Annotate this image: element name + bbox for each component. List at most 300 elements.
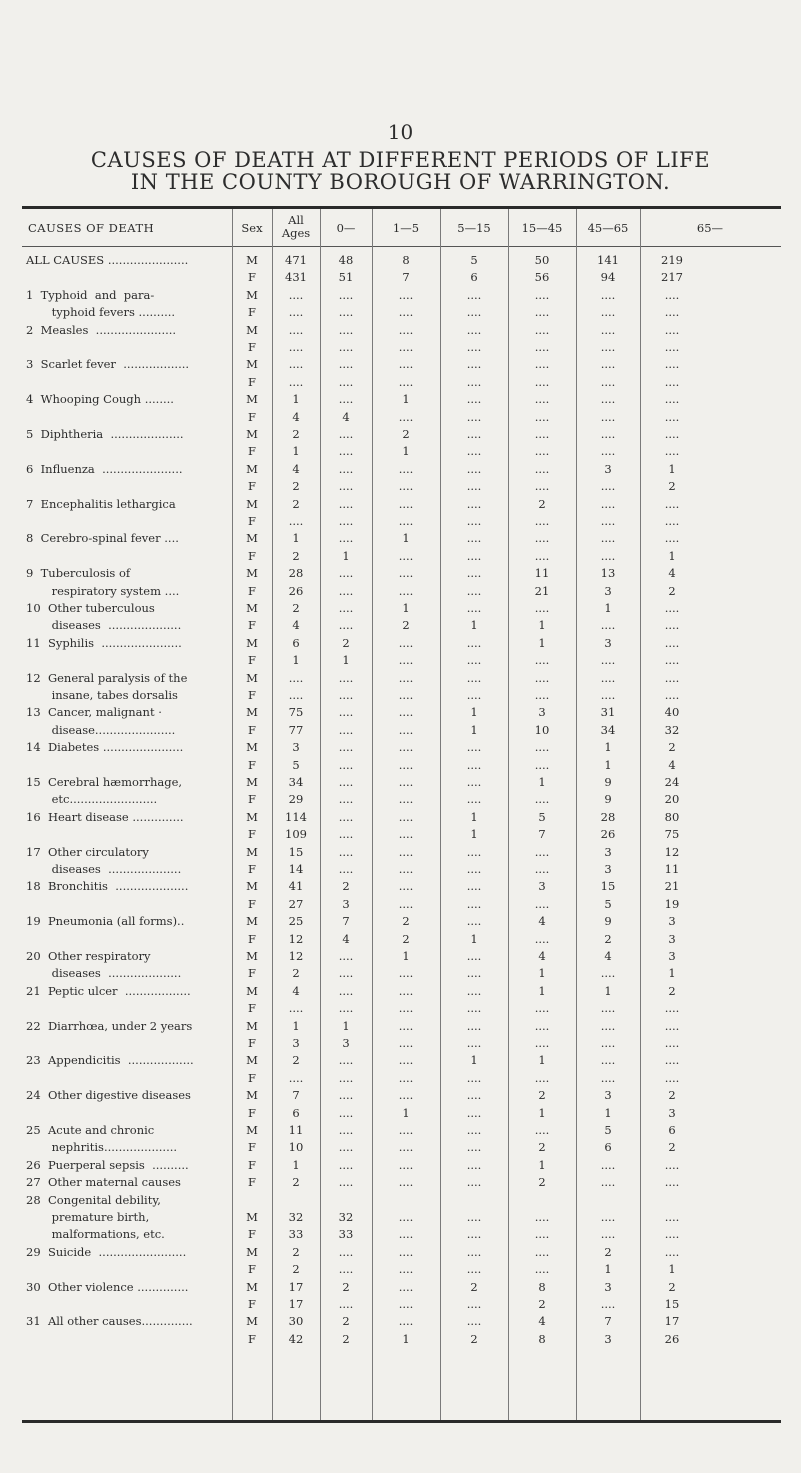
cell-age-45-65: 9 — [604, 792, 612, 807]
cell-age-1-5: 2 — [402, 427, 410, 441]
cell-age-45-65: 3 — [604, 844, 612, 859]
cell-sex: F — [248, 374, 256, 389]
cell-age-1-5: .... — [398, 1001, 414, 1016]
cell-age-45-65: 9 — [604, 775, 612, 789]
cause-label: 3 Scarlet fever .................. — [26, 357, 190, 372]
cell-age-5-15: .... — [466, 1314, 482, 1329]
cell-age-5-15: .... — [466, 548, 482, 563]
header-age-45-65: 45—65 — [587, 221, 629, 235]
header-all-ages: All Ages — [281, 213, 311, 240]
cell-age-0: .... — [338, 688, 354, 702]
cell-age-65: 26 — [664, 1331, 680, 1346]
cell-age-0: .... — [338, 461, 354, 476]
cell-all-ages: 29 — [288, 792, 304, 807]
cell-age-15-45: .... — [534, 757, 550, 772]
cell-age-1-5: .... — [398, 722, 414, 737]
cell-age-1-5: .... — [398, 1053, 414, 1068]
cell-age-1-5: 2 — [402, 914, 410, 929]
table-row — [0, 775, 801, 791]
cell-sex: M — [246, 1088, 258, 1103]
cell-age-5-15: .... — [466, 531, 482, 546]
cell-age-0: .... — [338, 427, 354, 441]
cell-all-ages: 4 — [292, 983, 300, 998]
cell-age-5-15: .... — [466, 566, 482, 581]
cell-age-5-15: .... — [466, 1210, 482, 1224]
cell-sex: F — [248, 340, 256, 354]
cell-age-45-65: 6 — [604, 1140, 612, 1155]
cell-age-5-15: 5 — [470, 253, 478, 267]
cell-all-ages: 15 — [288, 844, 304, 859]
cause-label: 26 Puerperal sepsis .......... — [26, 1157, 189, 1172]
cell-sex: M — [246, 253, 258, 267]
table-row — [0, 549, 801, 565]
cell-age-5-15: .... — [466, 757, 482, 772]
cell-age-15-45: .... — [534, 601, 550, 615]
cell-age-15-45: 1 — [538, 635, 546, 650]
table-row — [0, 462, 801, 478]
cell-sex: M — [246, 392, 258, 407]
cell-age-1-5: .... — [398, 862, 414, 876]
cell-age-65: 3 — [668, 931, 676, 946]
cell-sex: M — [246, 879, 258, 894]
cell-age-0: .... — [338, 566, 354, 581]
cell-age-45-65: .... — [600, 1175, 616, 1190]
header-age-1-5: 1—5 — [392, 221, 420, 235]
cell-age-5-15: .... — [466, 374, 482, 389]
cell-age-1-5: 1 — [402, 601, 410, 615]
cell-age-45-65: .... — [600, 305, 616, 320]
cell-age-45-65: 7 — [604, 1314, 612, 1329]
cause-label: 22 Diarrhœa, under 2 years — [26, 1018, 193, 1033]
cell-age-65: 219 — [661, 253, 683, 267]
header-rule — [22, 246, 781, 247]
cell-all-ages: 4 — [292, 461, 300, 476]
cell-age-1-5: .... — [398, 879, 414, 894]
cell-age-15-45: .... — [534, 740, 550, 755]
cause-label: ALL CAUSES ...................... — [26, 253, 189, 267]
cell-age-5-15: .... — [466, 1140, 482, 1155]
cell-age-15-45: .... — [534, 479, 550, 494]
cell-age-45-65: .... — [600, 1053, 616, 1068]
cell-age-1-5: .... — [398, 461, 414, 476]
cell-age-0: .... — [338, 705, 354, 720]
cell-age-45-65: .... — [600, 1036, 616, 1050]
cell-age-65: 2 — [668, 1088, 676, 1103]
cell-all-ages: .... — [288, 514, 304, 528]
cell-age-5-15: .... — [466, 287, 482, 302]
cause-label: 1 Typhoid and para- — [26, 287, 155, 302]
cell-all-ages: 6 — [292, 1105, 300, 1120]
cell-age-45-65: 3 — [604, 1088, 612, 1103]
cell-age-65: 75 — [664, 827, 680, 842]
cell-all-ages: 1 — [292, 1157, 300, 1172]
cell-sex: F — [248, 757, 256, 772]
cause-label: 2 Measles ...................... — [26, 322, 177, 337]
cell-sex: M — [246, 1244, 258, 1259]
cell-age-45-65: .... — [600, 479, 616, 494]
table-row — [0, 1280, 801, 1296]
cell-age-0: .... — [338, 531, 354, 546]
cell-age-0: .... — [338, 844, 354, 859]
cell-age-1-5: .... — [398, 409, 414, 424]
cell-sex: F — [248, 1070, 256, 1085]
table-row — [0, 323, 801, 339]
cell-age-1-5: .... — [398, 896, 414, 911]
cell-age-0: 1 — [342, 653, 350, 668]
cell-sex: F — [248, 722, 256, 737]
cell-age-65: .... — [664, 357, 680, 372]
cell-age-45-65: 5 — [604, 1123, 612, 1137]
cell-sex: F — [248, 305, 256, 320]
cell-sex: F — [248, 688, 256, 702]
cell-sex: F — [248, 618, 256, 633]
cell-sex: F — [248, 1262, 256, 1277]
cause-label: diseases .................... — [26, 862, 182, 876]
cell-age-45-65: 1 — [604, 1105, 612, 1120]
cell-age-1-5: .... — [398, 688, 414, 702]
cell-age-65: 24 — [664, 775, 680, 789]
cell-all-ages: .... — [288, 287, 304, 302]
cell-age-0: .... — [338, 775, 354, 789]
table-row — [0, 1158, 801, 1174]
cell-sex: F — [248, 409, 256, 424]
cell-all-ages: .... — [288, 357, 304, 372]
cell-age-0: 4 — [342, 409, 350, 424]
cell-age-15-45: .... — [534, 427, 550, 441]
cell-age-5-15: .... — [466, 1157, 482, 1172]
cause-label: 19 Pneumonia (all forms).. — [26, 914, 185, 929]
cell-age-5-15: 1 — [470, 722, 478, 737]
cell-age-5-15: 1 — [470, 809, 478, 824]
table-row — [0, 514, 801, 530]
cell-all-ages: 2 — [292, 966, 300, 981]
cell-age-1-5: .... — [398, 966, 414, 981]
cell-age-5-15: .... — [466, 1088, 482, 1103]
cell-all-ages: 109 — [285, 827, 307, 842]
cell-age-0: 48 — [338, 253, 354, 267]
cell-age-45-65: 3 — [604, 1331, 612, 1346]
cell-age-5-15: .... — [466, 1036, 482, 1050]
cell-age-45-65: .... — [600, 531, 616, 546]
cell-age-1-5: .... — [398, 757, 414, 772]
table-row — [0, 1053, 801, 1069]
cell-age-0: .... — [338, 479, 354, 494]
cell-age-45-65: 2 — [604, 931, 612, 946]
table-row — [0, 618, 801, 634]
cell-age-1-5: .... — [398, 496, 414, 511]
cell-all-ages: 4 — [292, 409, 300, 424]
cell-all-ages: 471 — [285, 253, 307, 267]
cell-age-65: 12 — [664, 844, 680, 859]
cell-age-5-15: .... — [466, 966, 482, 981]
cell-age-0: .... — [338, 757, 354, 772]
cell-age-5-15: .... — [466, 305, 482, 320]
cell-age-15-45: 2 — [538, 1297, 546, 1311]
cell-age-65: 2 — [668, 983, 676, 998]
cell-age-5-15: .... — [466, 1227, 482, 1242]
cell-age-1-5: .... — [398, 670, 414, 685]
cell-all-ages: 10 — [288, 1140, 304, 1155]
cell-age-45-65: .... — [600, 688, 616, 702]
cell-age-1-5: 2 — [402, 931, 410, 946]
cell-age-5-15: .... — [466, 427, 482, 441]
table-row — [0, 601, 801, 617]
cell-age-65: 80 — [664, 809, 680, 824]
cell-age-65: .... — [664, 635, 680, 650]
cell-sex: M — [246, 740, 258, 755]
cell-age-5-15: .... — [466, 862, 482, 876]
cell-all-ages: 5 — [292, 757, 300, 772]
cell-age-65: 20 — [664, 792, 680, 807]
cell-sex: M — [246, 496, 258, 511]
table-row — [0, 966, 801, 982]
cell-age-65: .... — [664, 688, 680, 702]
table-row — [0, 253, 801, 269]
cell-age-0: 2 — [342, 635, 350, 650]
cause-label: respiratory system .... — [26, 583, 180, 598]
cell-age-5-15: .... — [466, 792, 482, 807]
cell-age-15-45: 2 — [538, 1175, 546, 1190]
cell-age-1-5: .... — [398, 635, 414, 650]
cell-all-ages: 2 — [292, 1175, 300, 1190]
cell-age-45-65: .... — [600, 1018, 616, 1033]
cell-age-0: .... — [338, 1262, 354, 1277]
cell-age-0: .... — [338, 496, 354, 511]
table-row — [0, 1019, 801, 1035]
cell-age-65: 2 — [668, 1279, 676, 1294]
cell-age-5-15: .... — [466, 914, 482, 929]
cell-sex: F — [248, 1001, 256, 1016]
cell-all-ages: 17 — [288, 1279, 304, 1294]
cell-age-15-45: 1 — [538, 966, 546, 981]
cell-all-ages: 28 — [288, 566, 304, 581]
cell-age-5-15: .... — [466, 357, 482, 372]
cell-age-1-5: .... — [398, 1297, 414, 1311]
cause-label: 17 Other circulatory — [26, 844, 149, 859]
cell-sex: M — [246, 914, 258, 929]
cell-age-15-45: 7 — [538, 827, 546, 842]
cell-age-65: 15 — [664, 1297, 680, 1311]
cell-age-1-5: .... — [398, 653, 414, 668]
table-row — [0, 1088, 801, 1104]
cell-all-ages: 1 — [292, 653, 300, 668]
cell-age-15-45: .... — [534, 653, 550, 668]
cell-age-5-15: .... — [466, 583, 482, 598]
table-row — [0, 984, 801, 1000]
cell-sex: F — [248, 270, 256, 285]
cell-age-45-65: .... — [600, 1297, 616, 1311]
cause-label: 27 Other maternal causes — [26, 1175, 181, 1190]
cell-age-15-45: .... — [534, 1001, 550, 1016]
cell-age-0: .... — [338, 1070, 354, 1085]
cell-age-45-65: .... — [600, 322, 616, 337]
cell-age-0: .... — [338, 862, 354, 876]
cell-age-0: .... — [338, 583, 354, 598]
cell-sex: F — [248, 1036, 256, 1050]
cell-sex: F — [248, 653, 256, 668]
cell-age-65: 1 — [668, 966, 676, 981]
cell-all-ages: 3 — [292, 740, 300, 755]
cell-age-15-45: .... — [534, 531, 550, 546]
cell-sex: M — [246, 670, 258, 685]
cell-age-5-15: .... — [466, 601, 482, 615]
cell-age-5-15: 1 — [470, 705, 478, 720]
table-row — [0, 740, 801, 756]
cell-age-45-65: .... — [600, 1210, 616, 1224]
cell-sex: F — [248, 862, 256, 876]
cell-age-5-15: .... — [466, 1001, 482, 1016]
cell-age-1-5: .... — [398, 340, 414, 354]
cause-label: disease...................... — [26, 722, 176, 737]
cell-all-ages: 2 — [292, 427, 300, 441]
cell-all-ages: .... — [288, 688, 304, 702]
cell-age-65: .... — [664, 305, 680, 320]
cell-sex: M — [246, 427, 258, 441]
cell-age-65: .... — [664, 340, 680, 354]
cell-age-45-65: .... — [600, 653, 616, 668]
cell-age-1-5: .... — [398, 1088, 414, 1103]
cell-age-0: 4 — [342, 931, 350, 946]
cell-age-15-45: 1 — [538, 1053, 546, 1068]
cell-age-45-65: .... — [600, 1227, 616, 1242]
cell-all-ages: 431 — [285, 270, 307, 285]
cell-all-ages: 17 — [288, 1297, 304, 1311]
table-row — [0, 914, 801, 930]
cell-age-45-65: .... — [600, 287, 616, 302]
cell-age-45-65: 31 — [600, 705, 616, 720]
cell-age-65: 3 — [668, 1105, 676, 1120]
cell-age-15-45: 11 — [534, 566, 550, 581]
cell-age-65: 1 — [668, 461, 676, 476]
cell-age-5-15: .... — [466, 635, 482, 650]
cell-all-ages: .... — [288, 1070, 304, 1085]
cell-age-0: 33 — [338, 1227, 354, 1242]
cell-age-1-5: .... — [398, 1070, 414, 1085]
table-row — [0, 1227, 801, 1243]
cell-age-0: 2 — [342, 1279, 350, 1294]
cell-sex: M — [246, 809, 258, 824]
cell-age-0: .... — [338, 1001, 354, 1016]
table-row — [0, 410, 801, 426]
cell-age-65: 3 — [668, 914, 676, 929]
cell-sex: M — [246, 983, 258, 998]
cause-label: 23 Appendicitis .................. — [26, 1053, 194, 1068]
cause-label: insane, tabes dorsalis — [26, 688, 178, 702]
cell-age-15-45: .... — [534, 374, 550, 389]
cell-age-15-45: 2 — [538, 1088, 546, 1103]
cell-age-5-15: .... — [466, 1123, 482, 1137]
table-row — [0, 932, 801, 948]
table-row — [0, 1193, 801, 1209]
cell-all-ages: .... — [288, 374, 304, 389]
cell-sex: F — [248, 514, 256, 528]
cell-age-45-65: .... — [600, 444, 616, 459]
cell-age-1-5: 1 — [402, 392, 410, 407]
table-row — [0, 1210, 801, 1226]
cell-age-15-45: 4 — [538, 1314, 546, 1329]
cell-age-1-5: .... — [398, 1157, 414, 1172]
table-row — [0, 1314, 801, 1330]
cell-age-1-5: .... — [398, 792, 414, 807]
table-row — [0, 305, 801, 321]
cell-age-15-45: .... — [534, 1036, 550, 1050]
cell-age-5-15: .... — [466, 775, 482, 789]
cell-age-5-15: .... — [466, 879, 482, 894]
header-age-15-45: 15—45 — [521, 221, 563, 235]
cell-age-1-5: .... — [398, 844, 414, 859]
cell-age-5-15: .... — [466, 1244, 482, 1259]
cell-age-15-45: 50 — [534, 253, 550, 267]
cell-sex: M — [246, 531, 258, 546]
table-row — [0, 862, 801, 878]
cell-age-15-45: 3 — [538, 879, 546, 894]
table-row — [0, 1262, 801, 1278]
cell-age-65: 2 — [668, 583, 676, 598]
cell-all-ages: 6 — [292, 635, 300, 650]
cell-age-65: .... — [664, 601, 680, 615]
cell-age-1-5: .... — [398, 287, 414, 302]
cell-age-0: .... — [338, 792, 354, 807]
cause-label: 10 Other tuberculous — [26, 601, 155, 615]
cell-age-45-65: .... — [600, 670, 616, 685]
cell-age-1-5: 8 — [402, 253, 410, 267]
cell-age-0: .... — [338, 740, 354, 755]
cell-all-ages: .... — [288, 670, 304, 685]
cell-age-5-15: .... — [466, 896, 482, 911]
table-row — [0, 1071, 801, 1087]
table-row — [0, 270, 801, 286]
table-row — [0, 792, 801, 808]
cell-age-65: 19 — [664, 896, 680, 911]
cell-age-1-5: .... — [398, 775, 414, 789]
cell-age-1-5: .... — [398, 1262, 414, 1277]
table-row — [0, 531, 801, 547]
cause-label: 6 Influenza ...................... — [26, 461, 183, 476]
cell-age-45-65: 2 — [604, 1244, 612, 1259]
cell-age-5-15: .... — [466, 1018, 482, 1033]
cell-age-15-45: .... — [534, 514, 550, 528]
cell-sex: M — [246, 844, 258, 859]
cell-sex: F — [248, 479, 256, 494]
cell-age-1-5: 1 — [402, 531, 410, 546]
cell-sex: F — [248, 966, 256, 981]
table-row — [0, 566, 801, 582]
cell-sex: M — [246, 322, 258, 337]
cell-age-45-65: 3 — [604, 1279, 612, 1294]
cell-age-65: 17 — [664, 1314, 680, 1329]
cell-age-1-5: .... — [398, 1314, 414, 1329]
cell-age-15-45: 1 — [538, 618, 546, 633]
cell-age-65: .... — [664, 670, 680, 685]
cell-age-1-5: .... — [398, 1175, 414, 1190]
table-row — [0, 1036, 801, 1052]
cell-age-65: .... — [664, 409, 680, 424]
cell-sex: F — [248, 1175, 256, 1190]
cell-all-ages: 4 — [292, 618, 300, 633]
cell-age-15-45: .... — [534, 670, 550, 685]
cell-age-65: 1 — [668, 1262, 676, 1277]
cell-age-0: .... — [338, 601, 354, 615]
cell-all-ages: 77 — [288, 722, 304, 737]
cell-age-0: .... — [338, 357, 354, 372]
cell-age-0: .... — [338, 966, 354, 981]
cell-age-65: .... — [664, 531, 680, 546]
cell-age-0: .... — [338, 1105, 354, 1120]
cell-age-5-15: 1 — [470, 1053, 478, 1068]
header-age-0: 0— — [336, 221, 356, 235]
cell-age-65: .... — [664, 1001, 680, 1016]
cell-age-65: .... — [664, 514, 680, 528]
